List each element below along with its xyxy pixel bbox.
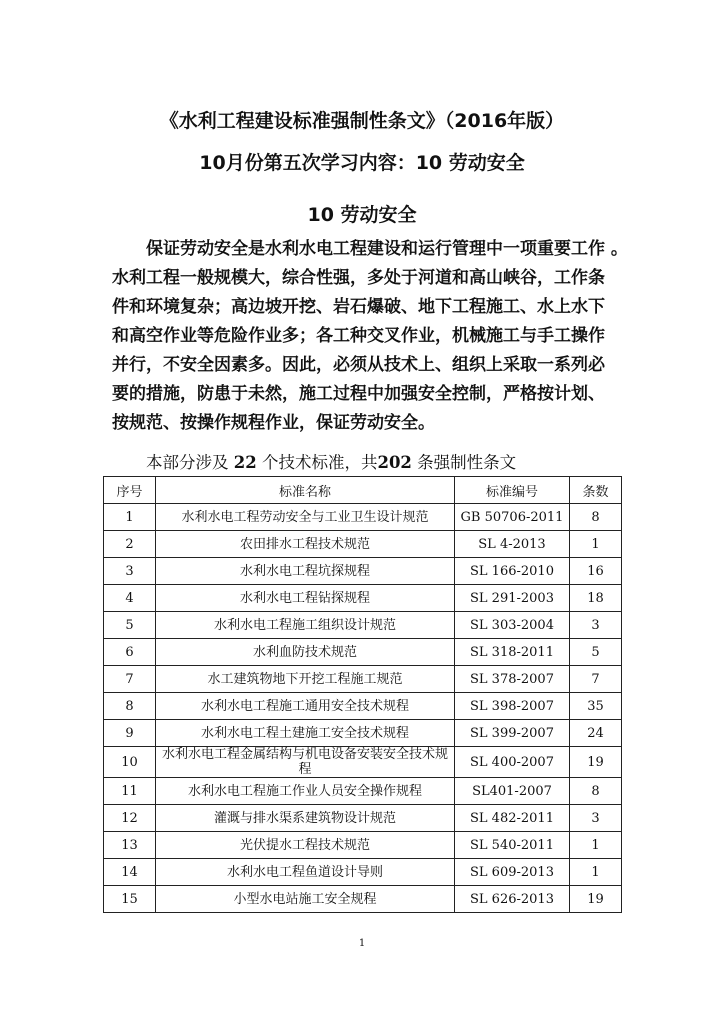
table-row — [104, 832, 622, 859]
table-row — [104, 585, 622, 612]
intro-line: 水利工程一般规模大，综合性强，多处于河道和高山峡谷，工作条 — [112, 268, 605, 288]
cell-code: SL 398-2007 — [455, 693, 570, 720]
cell-index: 9 — [104, 720, 156, 747]
cell-code: GB 50706-2011 — [455, 504, 570, 531]
cell-code: SL 318-2011 — [455, 639, 570, 666]
cell-count: 3 — [570, 612, 622, 639]
cell-index: 14 — [104, 859, 156, 886]
cell-index: 4 — [104, 585, 156, 612]
table-row — [104, 859, 622, 886]
intro-line: 按规范、按操作规程作业，保证劳动安全。 — [112, 413, 435, 433]
intro-line: 并行，不安全因素多。因此，必须从技术上、组织上采取一系列必 — [112, 355, 605, 375]
cell-count: 19 — [570, 747, 622, 778]
cell-count: 5 — [570, 639, 622, 666]
cell-index: 7 — [104, 666, 156, 693]
intro-paragraph — [112, 235, 632, 438]
cell-count: 35 — [570, 693, 622, 720]
cell-count: 1 — [570, 859, 622, 886]
standards-table — [103, 476, 622, 913]
table-row — [104, 693, 622, 720]
cell-name: 水利水电工程施工通用安全技术规程 — [156, 693, 455, 720]
cell-count: 8 — [570, 504, 622, 531]
cell-count: 18 — [570, 585, 622, 612]
cell-count: 7 — [570, 666, 622, 693]
cell-count: 24 — [570, 720, 622, 747]
document-subtitle: 10月份第五次学习内容：10 劳动安全 — [199, 152, 525, 174]
intro-line: 和高空作业等危险作业多；各工种交叉作业，机械施工与手工操作 — [112, 326, 605, 346]
table-row — [104, 504, 622, 531]
table-row — [104, 666, 622, 693]
cell-code: SL 378-2007 — [455, 666, 570, 693]
cell-index: 11 — [104, 778, 156, 805]
cell-code: SL 482-2011 — [455, 805, 570, 832]
header-name: 标准名称 — [156, 477, 455, 504]
cell-name: 水利水电工程鱼道设计导则 — [156, 859, 455, 886]
header-count: 条数 — [570, 477, 622, 504]
cell-count: 1 — [570, 832, 622, 859]
cell-code: SL 166-2010 — [455, 558, 570, 585]
cell-code: SL 399-2007 — [455, 720, 570, 747]
cell-code: SL401-2007 — [455, 778, 570, 805]
intro-line: 要的措施，防患于未然，施工过程中加强安全控制，严格按计划、 — [112, 384, 605, 404]
cell-name: 水利水电工程钻探规程 — [156, 585, 455, 612]
intro-line: 件和环境复杂；高边坡开挖、岩石爆破、地下工程施工、水上水下 — [112, 297, 605, 317]
table-body — [104, 504, 622, 913]
scope-text-1: 本部分涉及 — [146, 453, 229, 472]
cell-index: 13 — [104, 832, 156, 859]
cell-index: 1 — [104, 504, 156, 531]
table-row — [104, 531, 622, 558]
cell-name: 水利水电工程土建施工安全技术规程 — [156, 720, 455, 747]
cell-count: 3 — [570, 805, 622, 832]
scope-statement — [146, 449, 516, 473]
cell-name: 水利水电工程施工作业人员安全操作规程 — [156, 778, 455, 805]
cell-name: 灌溉与排水渠系建筑物设计规范 — [156, 805, 455, 832]
cell-code: SL 4-2013 — [455, 531, 570, 558]
table-row — [104, 639, 622, 666]
cell-index: 2 — [104, 531, 156, 558]
cell-code: SL 609-2013 — [455, 859, 570, 886]
section-heading: 10 劳动安全 — [307, 204, 417, 226]
cell-code: SL 540-2011 — [455, 832, 570, 859]
cell-name: 水利水电工程劳动安全与工业卫生设计规范 — [156, 504, 455, 531]
cell-index: 3 — [104, 558, 156, 585]
cell-index: 6 — [104, 639, 156, 666]
cell-code: SL 303-2004 — [455, 612, 570, 639]
cell-index: 12 — [104, 805, 156, 832]
cell-index: 15 — [104, 886, 156, 913]
cell-name: 水利水电工程金属结构与机电设备安装安全技术规程 — [156, 747, 455, 778]
scope-text-2: 个技术标准，共 — [261, 453, 378, 472]
cell-count: 1 — [570, 531, 622, 558]
cell-name: 水利水电工程施工组织设计规范 — [156, 612, 455, 639]
cell-count: 19 — [570, 886, 622, 913]
table-row — [104, 720, 622, 747]
cell-index: 10 — [104, 747, 156, 778]
cell-code: SL 400-2007 — [455, 747, 570, 778]
standards-count: 22 — [233, 453, 257, 472]
table-row — [104, 805, 622, 832]
cell-name: 水利血防技术规范 — [156, 639, 455, 666]
cell-name: 农田排水工程技术规范 — [156, 531, 455, 558]
cell-name: 光伏提水工程技术规范 — [156, 832, 455, 859]
header-code: 标准编号 — [455, 477, 570, 504]
table-row — [104, 747, 622, 778]
table-row — [104, 778, 622, 805]
cell-code: SL 291-2003 — [455, 585, 570, 612]
cell-count: 16 — [570, 558, 622, 585]
articles-count: 202 — [377, 453, 412, 472]
table-row — [104, 558, 622, 585]
cell-code: SL 626-2013 — [455, 886, 570, 913]
cell-name: 水工建筑物地下开挖工程施工规范 — [156, 666, 455, 693]
header-index: 序号 — [104, 477, 156, 504]
table-row — [104, 612, 622, 639]
intro-line: 保证劳动安全是水利水电工程建设和运行管理中一项重要工作 。 — [146, 239, 628, 259]
cell-index: 8 — [104, 693, 156, 720]
cell-name: 水利水电工程坑探规程 — [156, 558, 455, 585]
cell-index: 5 — [104, 612, 156, 639]
cell-name: 小型水电站施工安全规程 — [156, 886, 455, 913]
cell-count: 8 — [570, 778, 622, 805]
scope-text-3: 条强制性条文 — [417, 453, 517, 472]
page-number: 1 — [358, 938, 366, 949]
document-title: 《水利工程建设标准强制性条文》（2016年版） — [159, 110, 565, 132]
table-row — [104, 886, 622, 913]
table-header-row — [104, 477, 622, 504]
